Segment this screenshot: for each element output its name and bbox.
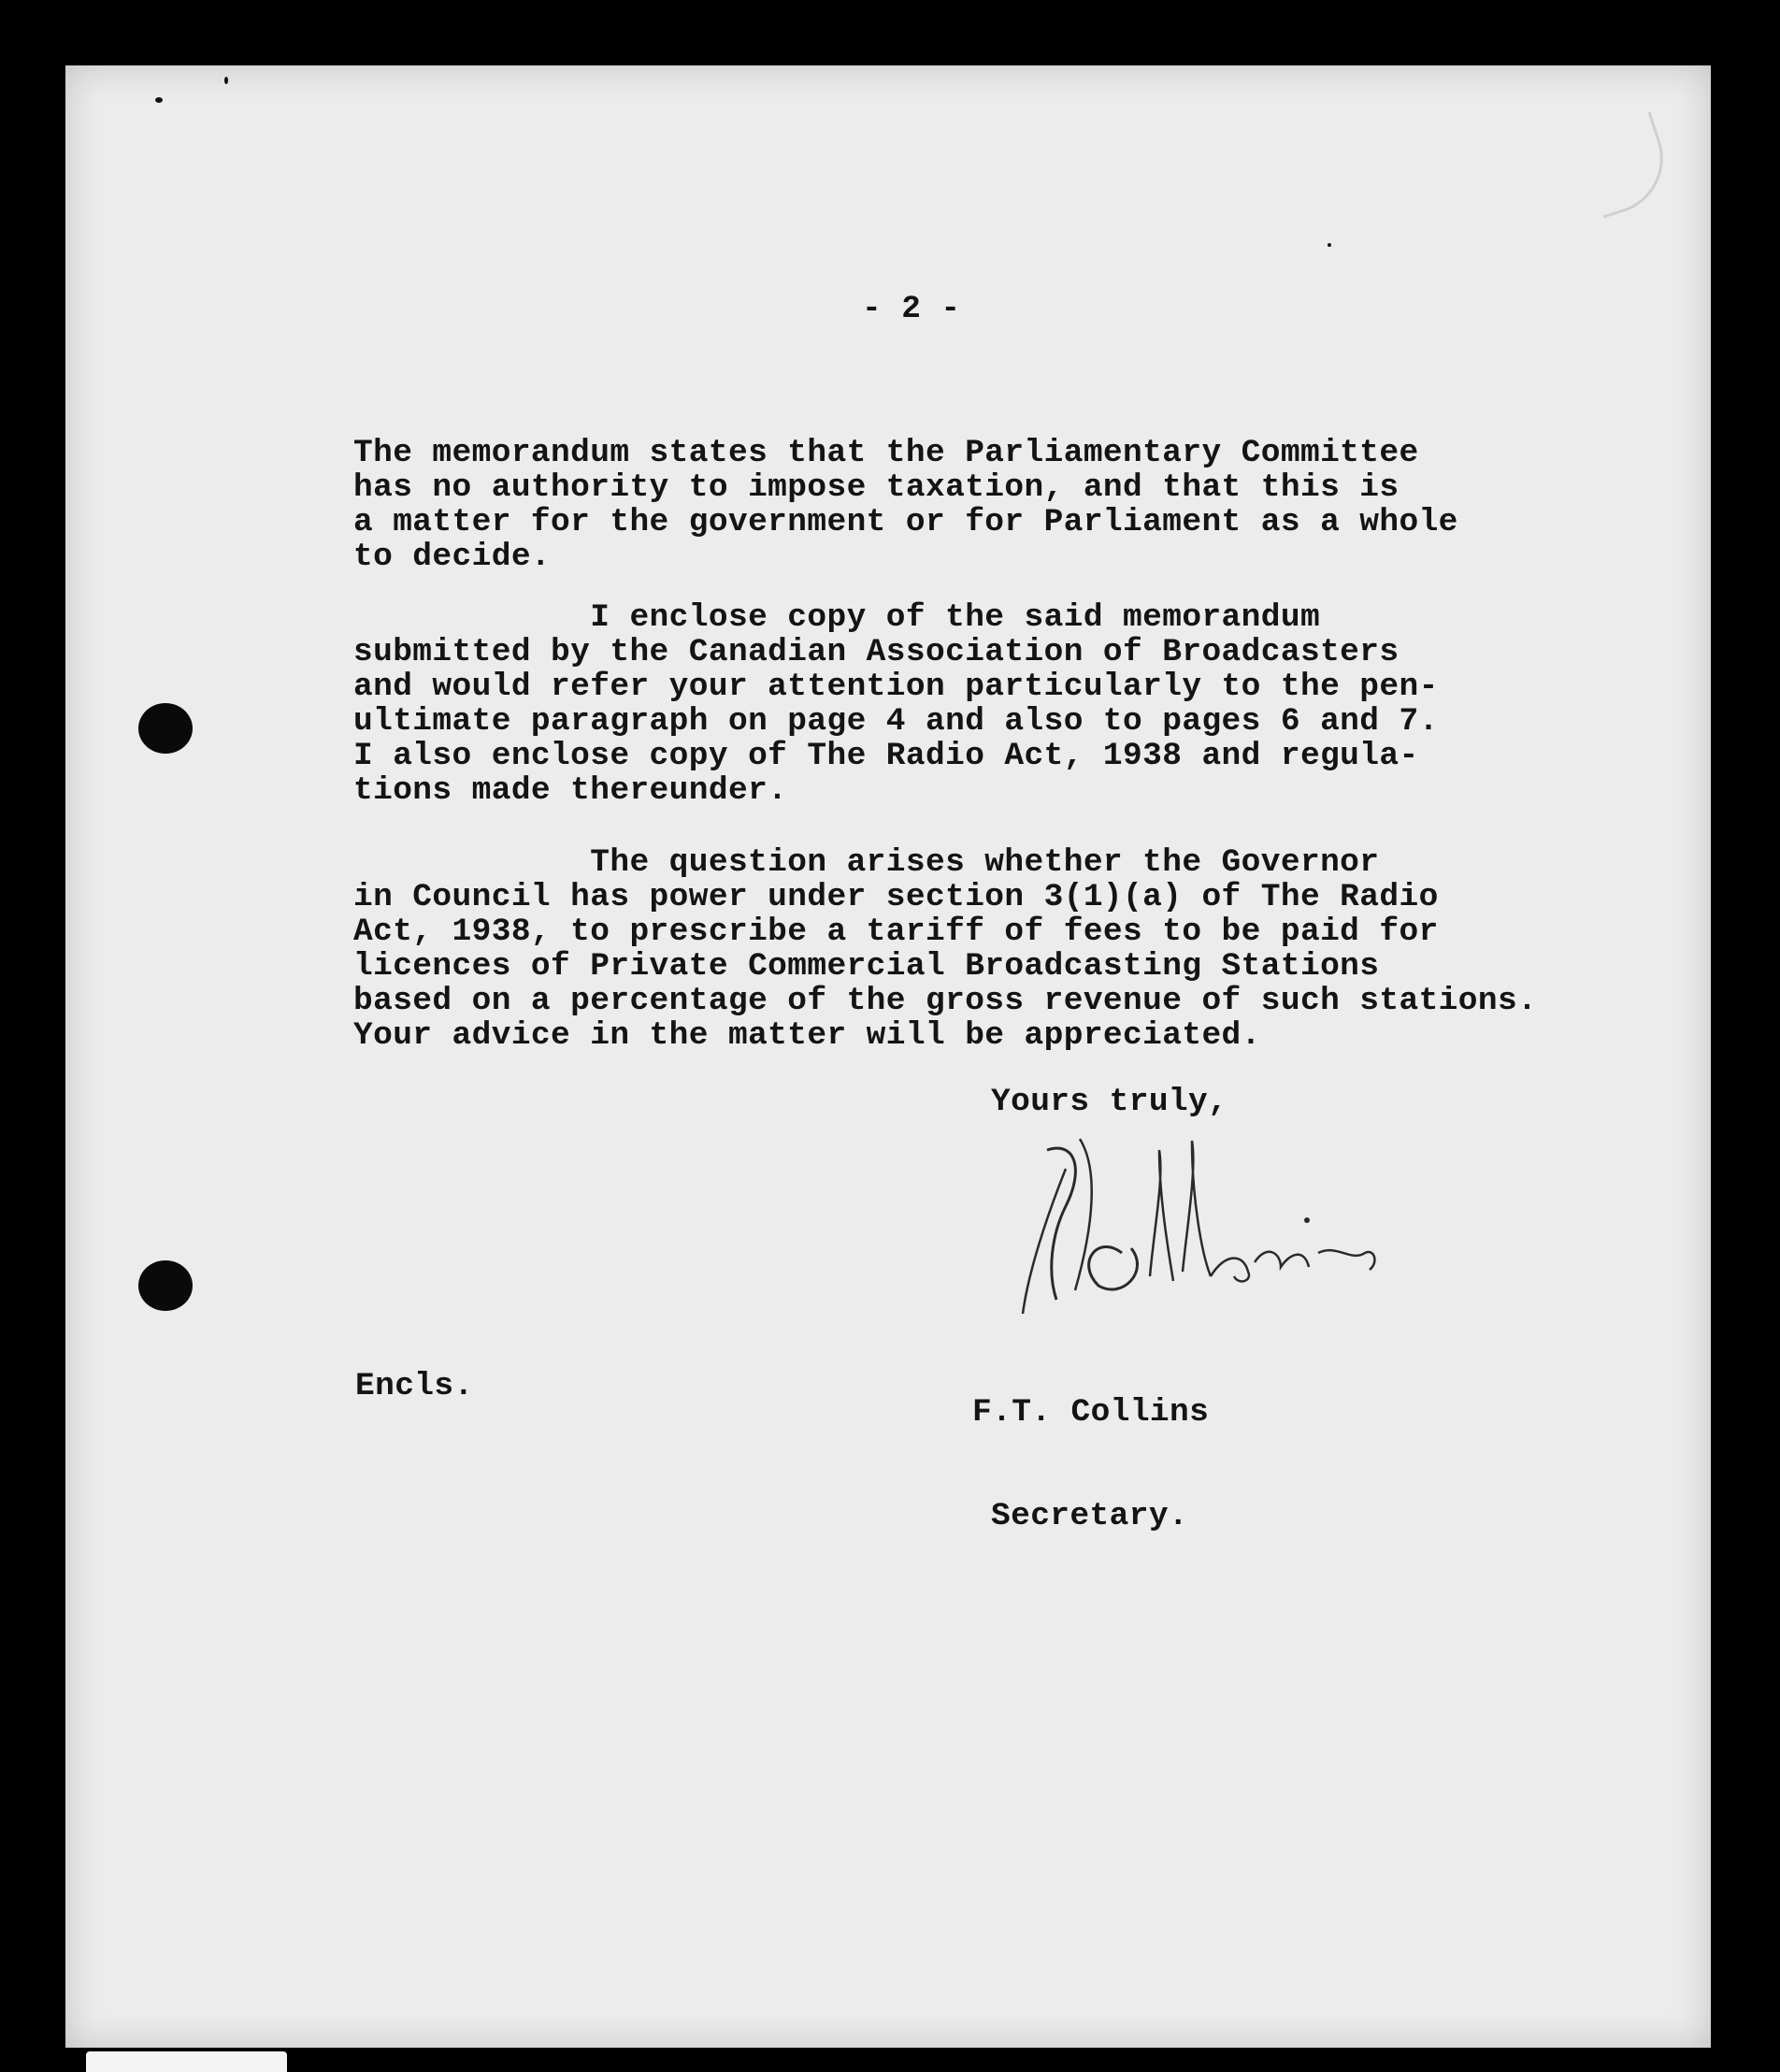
enclosure-note: Encls. <box>355 1368 474 1404</box>
signer-title: Secretary. <box>991 1498 1189 1534</box>
letter-sheet <box>65 65 1711 2048</box>
page-curl <box>1577 111 1678 218</box>
page-number: - 2 - <box>862 291 961 327</box>
scan-speck <box>1328 243 1331 247</box>
scan-speck <box>155 97 163 103</box>
paragraph-1: The memorandum states that the Parliamentary Committee has no authority to impose taxation, and that this is a matter for the government or for Parliament as a whole to decide. <box>353 435 1458 575</box>
closing-line: Yours truly, <box>991 1084 1228 1120</box>
paragraph-2: I enclose copy of the said memorandum submitted by the Canadian Association of Broadcasters and would refer your attention particularly to the pen- ultimate paragraph on page 4 and also to pages 6 and 7. I also enclose copy of The Radio Act, 1938 and regula- tions made thereunder. <box>353 599 1439 809</box>
binder-hole-top <box>138 703 193 754</box>
signature-block <box>972 1326 1209 1603</box>
handwritten-signature <box>1010 1113 1402 1328</box>
film-tab <box>86 2051 287 2072</box>
scan-speck <box>224 77 228 84</box>
signer-name: F.T. Collins <box>972 1394 1210 1431</box>
binder-hole-bottom <box>138 1260 193 1311</box>
paragraph-3: The question arises whether the Governor in Council has power under section 3(1)(a) of The Radio Act, 1938, to prescribe a tariff of fees to be paid for licences of Private Commercial Broadcasting Stations based on a percentage of the gross revenue of such stations. Your advice in the matter will be appreciated. <box>353 844 1538 1054</box>
